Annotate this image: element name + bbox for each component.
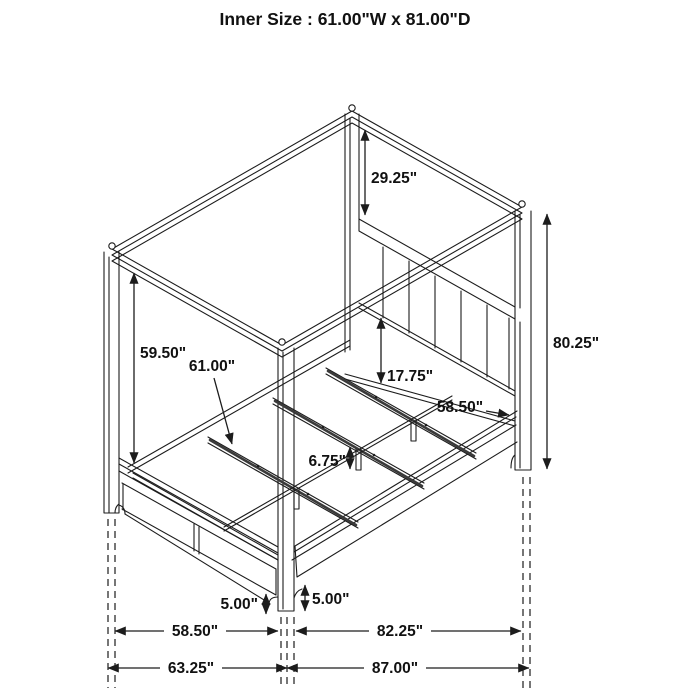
dimension-canopy-to-footboard	[134, 273, 186, 463]
dimension-inner-slat-width	[189, 358, 235, 444]
dimension-label-87-00: 87.00"	[371, 660, 419, 677]
dimension-label-58-50-bottom: 58.50"	[171, 623, 219, 640]
headboard	[359, 219, 515, 396]
dimension-label-82-25: 82.25"	[376, 623, 424, 640]
dimension-label-5-00-right: 5.00"	[312, 591, 350, 608]
dimension-footboard-width	[115, 621, 278, 640]
canopy-frame	[109, 105, 525, 357]
dimension-rail-clearance	[305, 585, 350, 611]
slats	[208, 368, 476, 528]
dimension-label-59-50: 59.50"	[140, 345, 187, 362]
finial-knob	[349, 105, 355, 111]
dimension-support-leg-height	[308, 447, 350, 470]
dimension-label-17-75: 17.75"	[387, 368, 434, 385]
finial-knob	[109, 243, 115, 249]
dimension-label-58-50-mid: 58.50"	[436, 399, 484, 416]
post-head-right	[511, 211, 531, 470]
post-foot-left	[104, 252, 119, 513]
dimension-label-80-25: 80.25"	[553, 335, 600, 352]
dimension-rail-inner-width	[437, 399, 509, 416]
finial-knob	[279, 339, 285, 345]
right-side-rail	[292, 411, 517, 598]
dimension-side-rail-length	[296, 621, 521, 640]
dimension-overall-height	[547, 214, 599, 469]
dimension-label-5-00-left: 5.00"	[220, 596, 258, 613]
dimension-label-6-75: 6.75"	[308, 453, 346, 470]
dimension-overall-width	[108, 658, 287, 677]
dimension-label-61-00: 61.00"	[188, 358, 236, 375]
dimension-overall-depth	[287, 658, 529, 677]
foot-deck-edge	[133, 473, 278, 560]
finial-knob	[519, 201, 525, 207]
extension-lines	[108, 477, 530, 688]
dimension-label-29-25: 29.25"	[371, 170, 418, 187]
dimension-label-63-25: 63.25"	[167, 660, 215, 677]
footboard	[119, 458, 278, 603]
diagram-title: Inner Size : 61.00"W x 81.00"D	[219, 9, 471, 29]
dimension-headboard-panel-drop	[381, 318, 433, 385]
